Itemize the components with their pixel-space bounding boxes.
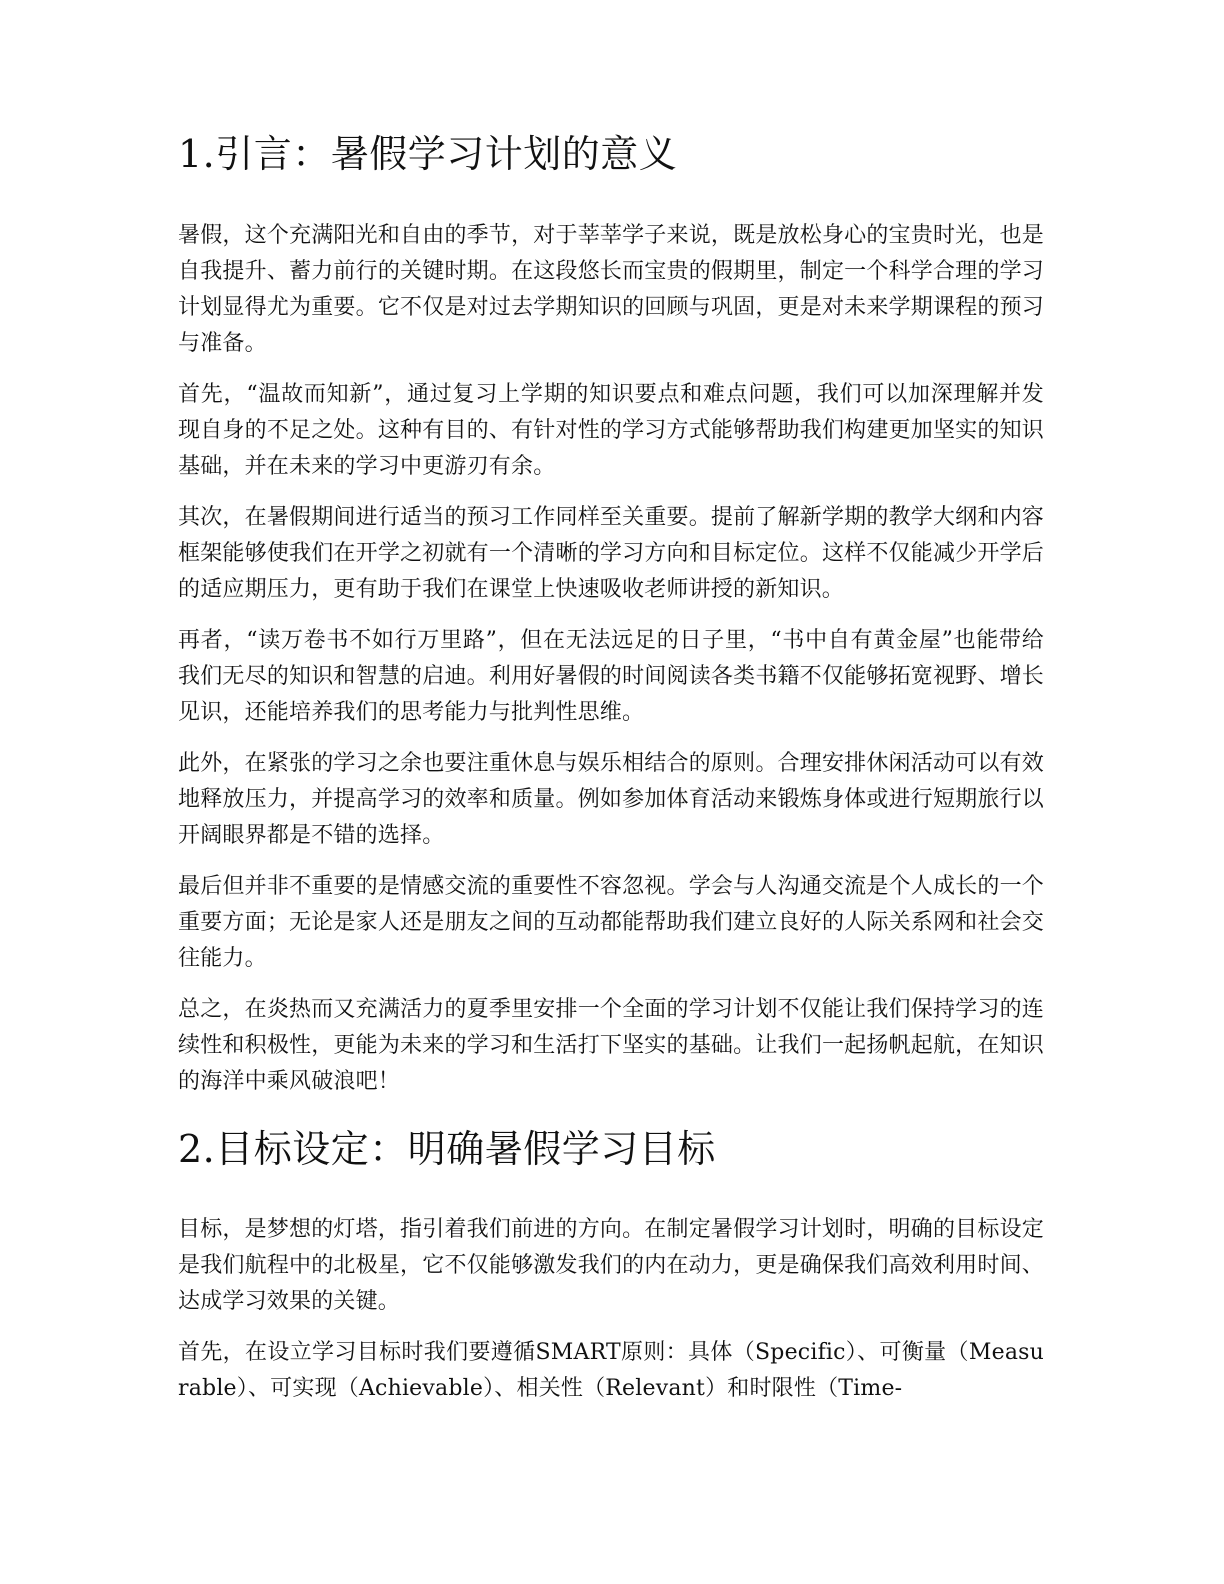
paragraph: 此外，在紧张的学习之余也要注重休息与娱乐相结合的原则。合理安排休闲活动可以有效地释放压力，并提高学习的效率和质量。例如参加体育活动来锻炼身体或进行短期旅行以开阔眼界都是不错的选择。 [178,751,1044,848]
section-introduction [178,218,1044,1115]
paragraph: 目标，是梦想的灯塔，指引着我们前进的方向。在制定暑假学习计划时，明确的目标设定是我们航程中的北极星，它不仅能够激发我们的内在动力，更是确保我们高效利用时间、达成学习效果的关键。 [178,1217,1044,1314]
paragraph: 暑假，这个充满阳光和自由的季节，对于莘莘学子来说，既是放松身心的宝贵时光，也是自我提升、蓄力前行的关键时期。在这段悠长而宝贵的假期里，制定一个科学合理的学习计划显得尤为重要。它不仅是对过去学期知识的回顾与巩固，更是对未来学期课程的预习与准备。 [178,223,1044,356]
paragraph: 首先，在设立学习目标时我们要遵循SMART原则：具体（Specific）、可衡量（Measurable）、可实现（Achievable）、相关性（Relevant）和时限性（Time- [178,1340,1044,1401]
paragraph: 其次，在暑假期间进行适当的预习工作同样至关重要。提前了解新学期的教学大纲和内容框架能够使我们在开学之初就有一个清晰的学习方向和目标定位。这样不仅能减少开学后的适应期压力，更有助于我们在课堂上快速吸收老师讲授的新知识。 [178,505,1044,602]
paragraph: 首先，“温故而知新”，通过复习上学期的知识要点和难点问题，我们可以加深理解并发现自身的不足之处。这种有目的、有针对性的学习方式能够帮助我们构建更加坚实的知识基础，并在未来的学习中更游刃有余。 [178,382,1044,479]
section-goal-setting [178,1212,1044,1422]
section-heading-introduction: 1.引言：暑假学习计划的意义 [178,132,678,176]
paragraph: 再者，“读万卷书不如行万里路”，但在无法远足的日子里，“书中自有黄金屋”也能带给我们无尽的知识和智慧的启迪。利用好暑假的时间阅读各类书籍不仅能够拓宽视野、增长见识，还能培养我们的思考能力与批判性思维。 [178,628,1044,725]
paragraph: 最后但并非不重要的是情感交流的重要性不容忽视。学会与人沟通交流是个人成长的一个重要方面；无论是家人还是朋友之间的互动都能帮助我们建立良好的人际关系网和社会交往能力。 [178,874,1044,971]
paragraph: 总之，在炎热而又充满活力的夏季里安排一个全面的学习计划不仅能让我们保持学习的连续性和积极性，更能为未来的学习和生活打下坚实的基础。让我们一起扬帆起航，在知识的海洋中乘风破浪吧！ [178,997,1044,1094]
section-heading-goal-setting: 2.目标设定：明确暑假学习目标 [178,1127,716,1171]
